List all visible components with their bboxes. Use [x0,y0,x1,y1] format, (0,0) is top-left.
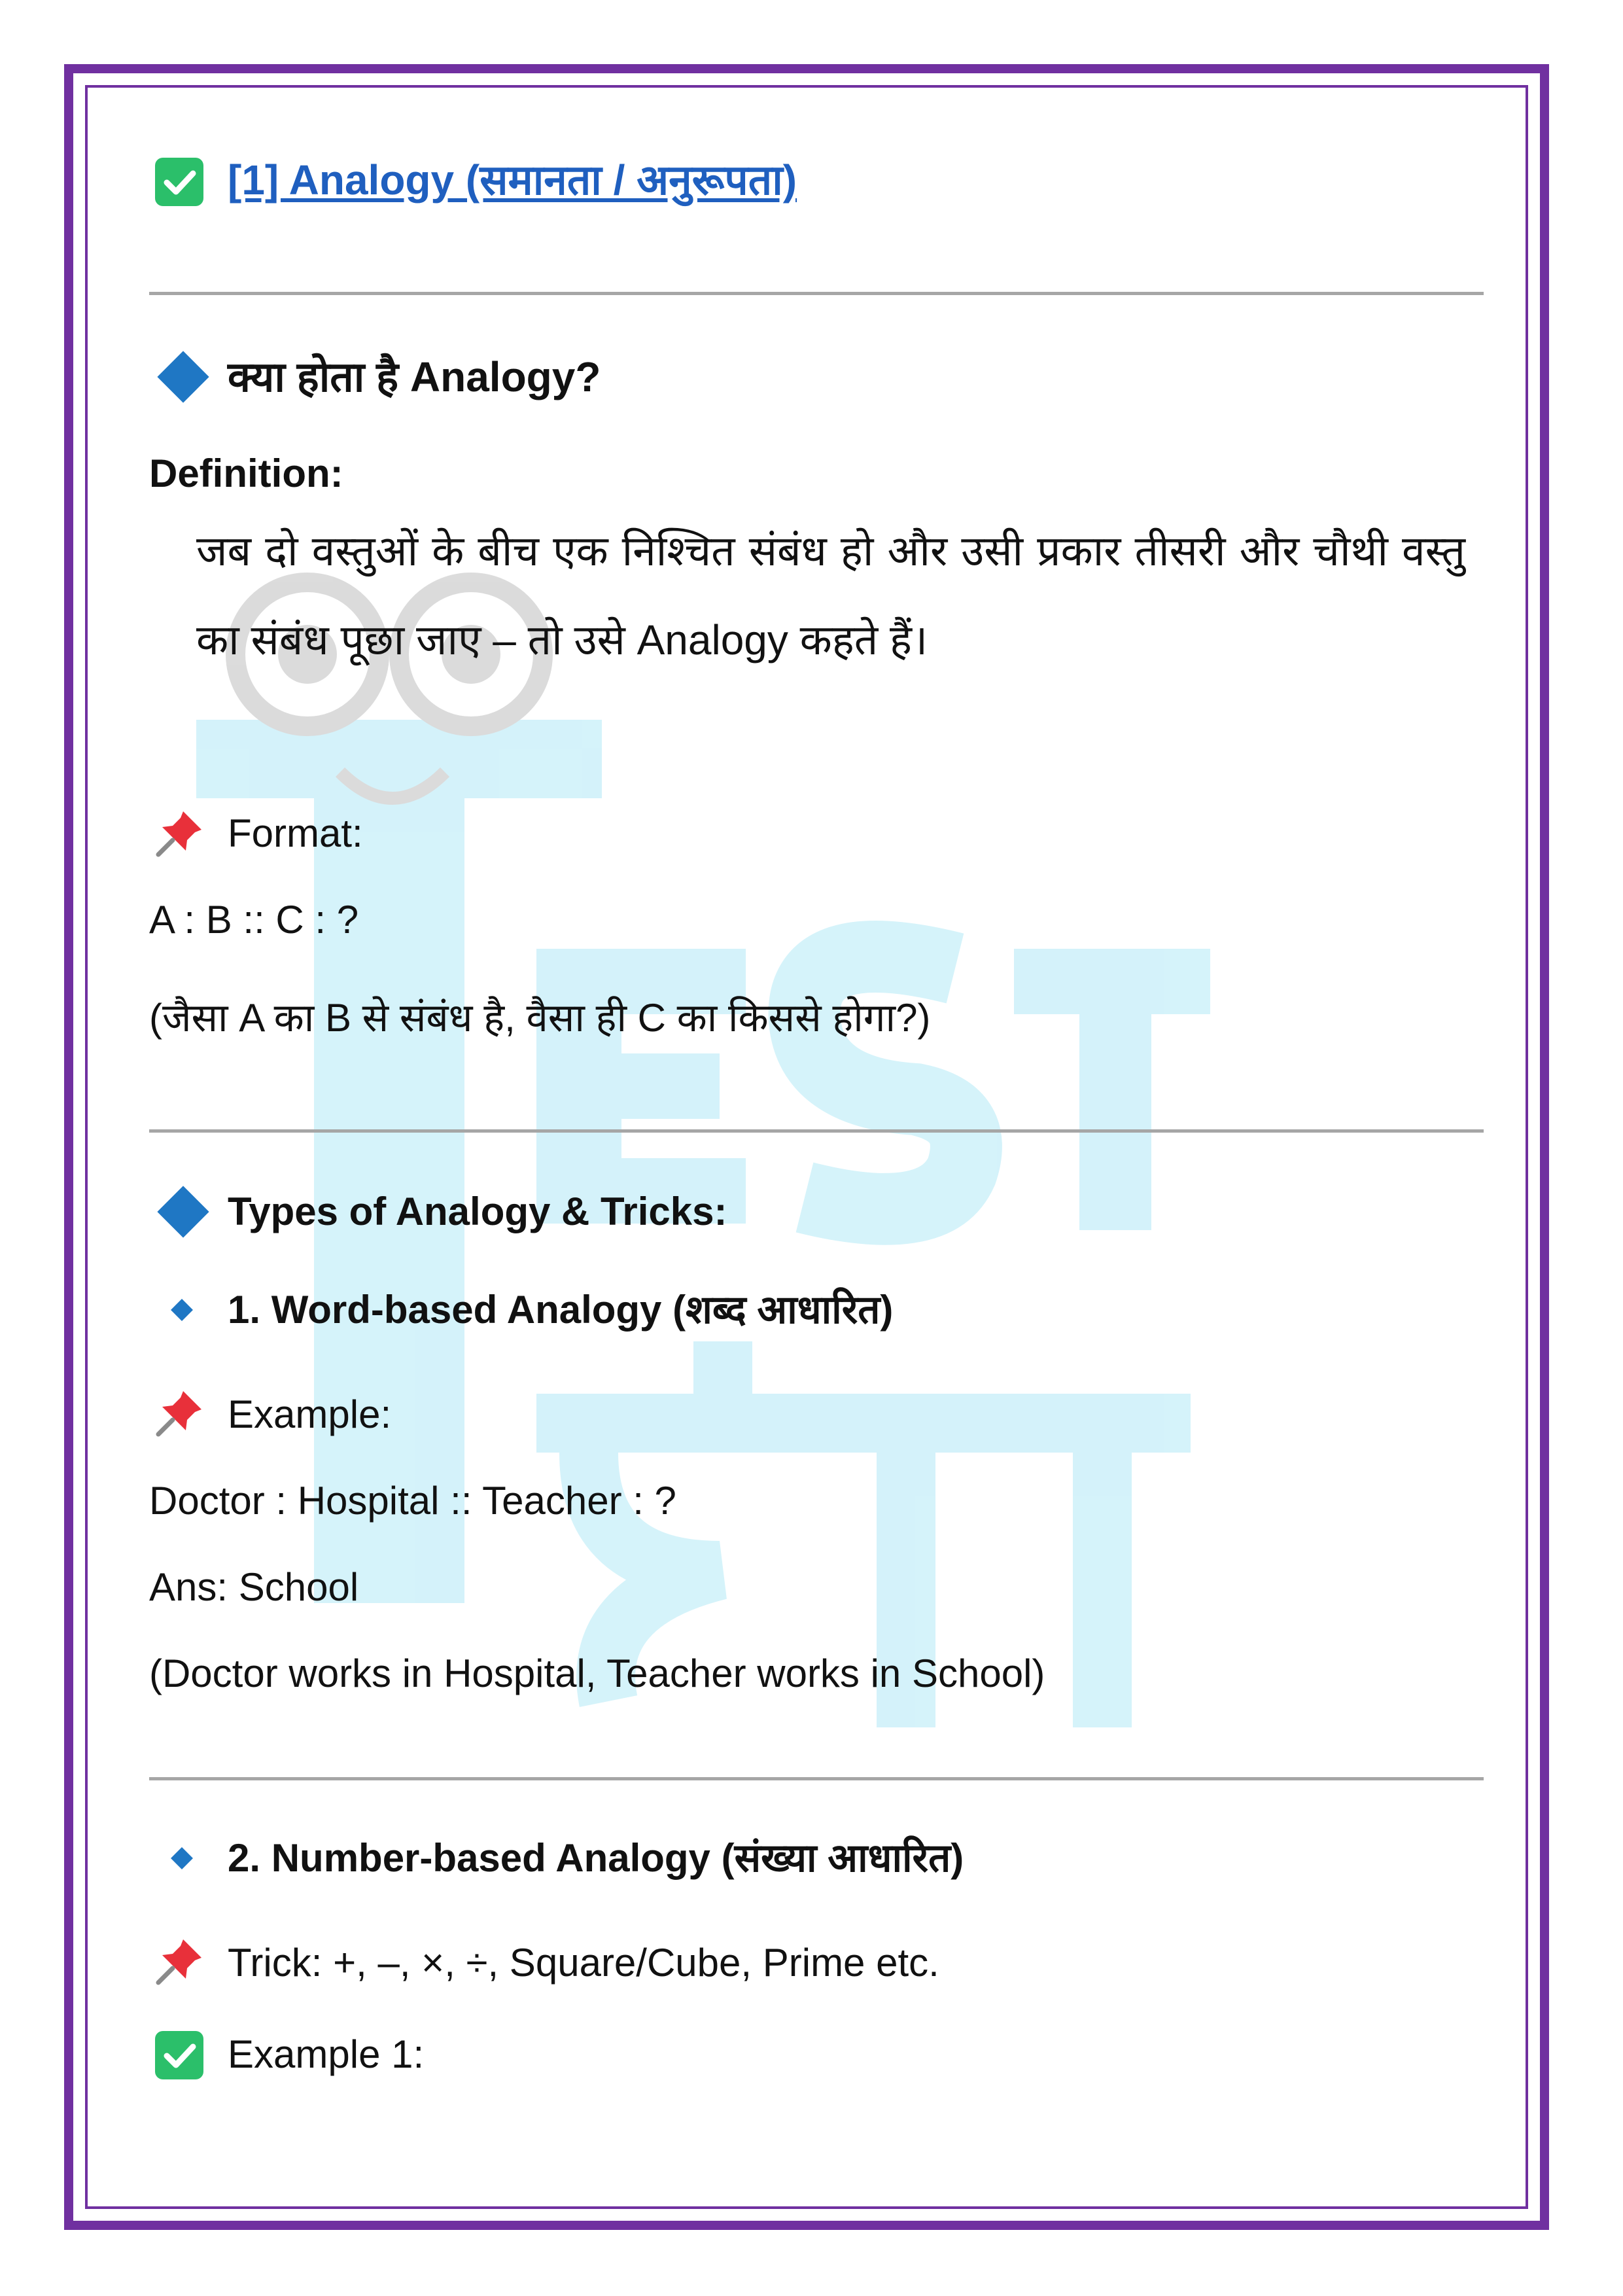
check-icon [155,2031,203,2079]
check-icon [155,158,203,206]
format-note: (जैसा A का B से संबंध है, वैसा ही C का किससे होगा?) [149,996,931,1040]
section-heading: क्या होता है Analogy? [228,353,601,400]
pushpin-icon [154,1935,205,1990]
pushpin-icon [154,807,205,862]
diamond-icon [157,351,209,402]
example1-label: Example 1: [228,2032,425,2076]
section-heading: Types of Analogy & Tricks: [228,1190,727,1233]
divider [149,1129,1484,1133]
diamond-icon [157,1186,209,1237]
diamond-icon [171,1299,193,1321]
example-label: Example: [228,1392,392,1436]
definition-label: Definition: [149,451,343,495]
divider [149,292,1484,295]
subsection-heading: 1. Word-based Analogy (शब्द आधारित) [228,1288,894,1332]
subsection-heading: 2. Number-based Analogy (संख्या आधारित) [228,1836,964,1880]
diamond-icon [171,1847,193,1869]
example-explanation: (Doctor works in Hospital, Teacher works in School) [149,1651,1045,1695]
example-question: Doctor : Hospital :: Teacher : ? [149,1479,676,1523]
pushpin-icon [154,1387,205,1441]
format-value: A : B :: C : ? [149,898,359,942]
page-title[interactable]: [1] Analogy (समानता / अनुरूपता) [228,156,797,203]
format-label: Format: [228,811,363,855]
divider [149,1777,1484,1780]
definition-text: जब दो वस्तुओं के बीच एक निश्चित संबंध हो और उसी प्रकार तीसरी और चौथी वस्तु का संबंध पूछा जाए – तो उसे Analogy कहते हैं। [196,527,1465,663]
trick-text: Trick: +, –, ×, ÷, Square/Cube, Prime etc. [228,1941,939,1985]
example-answer: Ans: School [149,1565,359,1609]
